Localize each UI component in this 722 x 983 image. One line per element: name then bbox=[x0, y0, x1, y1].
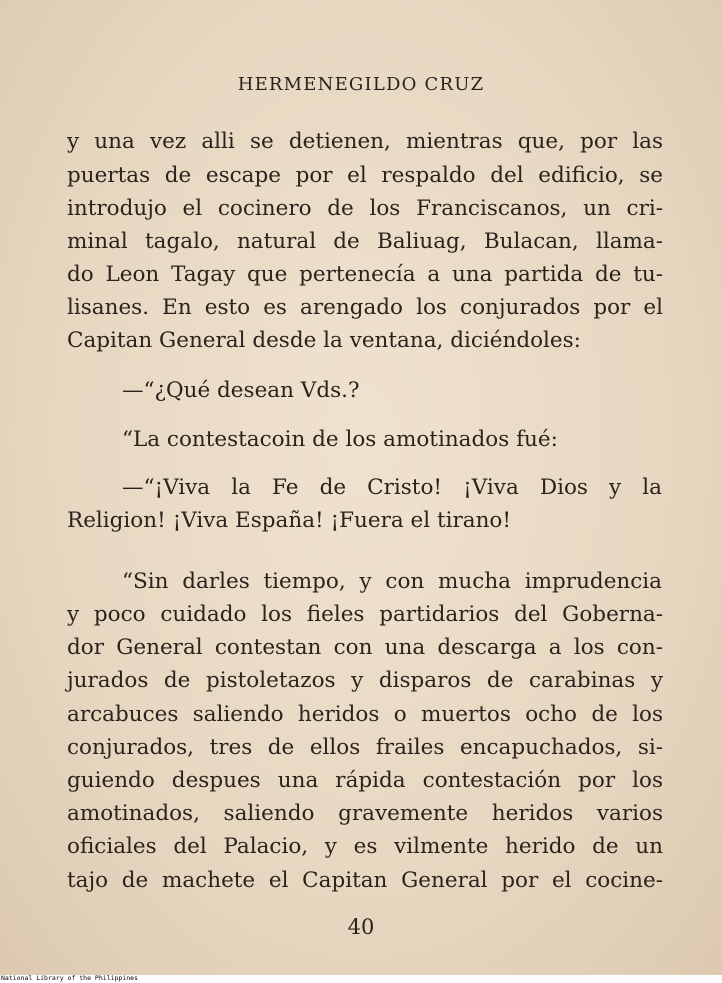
page-number: 40 bbox=[347, 915, 375, 939]
text-line: “La contestacoin de los amotinados fué: bbox=[122, 427, 558, 452]
text-line: amotinados, saliendo gravemente heridos varios bbox=[67, 801, 663, 826]
text-line: dor General contestan con una descarga a los con- bbox=[67, 635, 663, 660]
text-line: “Sin darles tiempo, y con mucha imprudencia bbox=[122, 569, 662, 594]
text-line: y una vez alli se detienen, mientras que, por las bbox=[67, 129, 663, 154]
text-line: introdujo el cocinero de los Franciscanos, un cri- bbox=[67, 196, 663, 221]
text-line: do Leon Tagay que pertenecía a una partida de tu- bbox=[67, 262, 663, 287]
dialogue-line: Religion! ¡Viva España! ¡Fuera el tirano! bbox=[67, 508, 512, 533]
text-line: y poco cuidado los fieles partidarios del Goberna- bbox=[67, 602, 663, 627]
library-credit: National Library of the Philippines bbox=[1, 974, 138, 982]
text-line: puertas de escape por el respaldo del edificio, se bbox=[67, 163, 663, 188]
dialogue-line: —“¡Viva la Fe de Cristo! ¡Viva Dios y la bbox=[122, 475, 662, 500]
dialogue-line: —“¿Qué desean Vds.? bbox=[122, 378, 360, 403]
text-line: Capitan General desde la ventana, diciéndoles: bbox=[67, 328, 581, 353]
text-line: tajo de machete el Capitan General por el cocine- bbox=[67, 868, 663, 893]
text-line: conjurados, tres de ellos frailes encapuchados, si- bbox=[67, 735, 663, 760]
text-line: jurados de pistoletazos y disparos de carabinas y bbox=[67, 668, 663, 693]
text-line: oficiales del Palacio, y es vilmente herido de un bbox=[67, 834, 663, 859]
text-line: lisanes. En esto es arengado los conjurados por el bbox=[67, 295, 663, 320]
text-line: minal tagalo, natural de Baliuag, Bulacan, llama- bbox=[67, 229, 663, 254]
text-line: guiendo despues una rápida contestación por los bbox=[67, 768, 663, 793]
footer-strip bbox=[0, 975, 722, 983]
running-head: HERMENEGILDO CRUZ bbox=[237, 74, 485, 95]
text-line: arcabuces saliendo heridos o muertos ocho de los bbox=[67, 702, 663, 727]
